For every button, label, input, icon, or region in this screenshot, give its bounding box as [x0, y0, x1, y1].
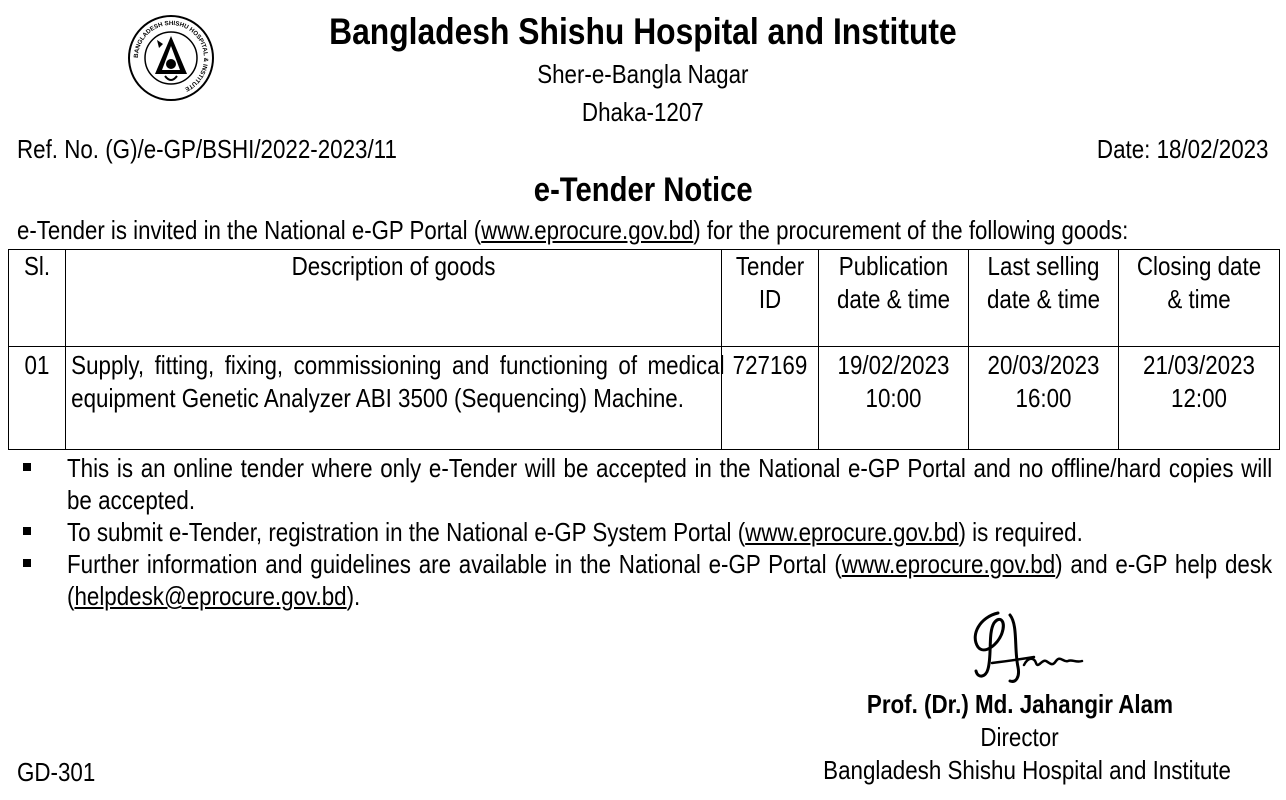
reference-number: Ref. No. (G)/e-GP/BSHI/2022-2023/11	[17, 134, 397, 164]
intro-text: e-Tender is invited in the National e-GP Portal (	[17, 215, 482, 245]
address-line-2: Dhaka-1207	[582, 97, 704, 127]
list-item: Further information and guidelines are available in the National e-GP Portal (www.eprocure.gov.bd) and e-GP help desk (helpdesk@eprocure.gov.bd).	[17, 548, 1272, 612]
closing-date: 21/03/2023	[1143, 350, 1255, 380]
cell-publication	[819, 347, 969, 450]
document-code: GD-301	[17, 757, 96, 787]
last-selling-time: 16:00	[1015, 383, 1072, 413]
svg-text:BANGLADESH SHISHU HOSPITAL & I: BANGLADESH SHISHU HOSPITAL & INSTITUTE	[132, 19, 210, 93]
handwritten-signature-icon	[958, 605, 1090, 687]
intro-paragraph	[17, 214, 1286, 246]
cell-description: Supply, fitting, fixing, commissioning and functioning of medical equipment Genetic Analyzer ABI 3500 (Sequencing) Machine.	[66, 347, 722, 450]
table-row	[9, 347, 1280, 450]
institution-title: Bangladesh Shishu Hospital and Institute	[329, 11, 957, 52]
bullet-icon	[23, 463, 31, 471]
helpdesk-email-link[interactable]: helpdesk@eprocure.gov.bd	[74, 581, 347, 611]
notice-bullet-list	[17, 452, 1272, 612]
cell-tender-id: 727169	[722, 347, 819, 450]
list-item: This is an online tender where only e-Tender will be accepted in the National e-GP Portal and no offline/hard copies will be accepted.	[17, 452, 1272, 516]
header-publication: Publication date & time	[819, 250, 969, 347]
last-selling-date: 20/03/2023	[987, 350, 1100, 380]
signatory-organization: Bangladesh Shishu Hospital and Institute	[823, 755, 1231, 785]
publication-date: 19/02/2023	[837, 350, 950, 380]
header-sl: Sl.	[9, 250, 66, 347]
eprocure-link[interactable]: www.eprocure.gov.bd	[481, 215, 694, 245]
bullet-icon	[23, 559, 31, 567]
bullet-icon	[23, 527, 31, 535]
eprocure-link[interactable]: www.eprocure.gov.bd	[841, 549, 1056, 579]
table-header-row	[9, 250, 1280, 347]
eprocure-link[interactable]: www.eprocure.gov.bd	[745, 517, 959, 547]
publication-time: 10:00	[865, 383, 922, 413]
cell-closing	[1119, 347, 1280, 450]
header-last-selling: Last selling date & time	[969, 250, 1119, 347]
closing-time: 12:00	[1171, 383, 1227, 413]
notice-heading: e-Tender Notice	[533, 171, 753, 209]
header-closing: Closing date & time	[1119, 250, 1280, 347]
intro-text-end: ) for the procurement of the following goods:	[693, 215, 1129, 245]
tender-table	[8, 249, 1280, 450]
list-item: To submit e-Tender, registration in the National e-GP System Portal (www.eprocure.gov.bd) is required.	[17, 516, 1272, 548]
cell-sl: 01	[9, 347, 66, 450]
header-tender-id: Tender ID	[722, 250, 819, 347]
signatory-name: Prof. (Dr.) Md. Jahangir Alam	[866, 689, 1174, 719]
notice-date: Date: 18/02/2023	[1096, 134, 1268, 164]
address-line-1: Sher-e-Bangla Nagar	[537, 59, 749, 89]
signatory-title: Director	[980, 722, 1060, 752]
cell-last-selling	[969, 347, 1119, 450]
header-description: Description of goods	[66, 250, 722, 347]
